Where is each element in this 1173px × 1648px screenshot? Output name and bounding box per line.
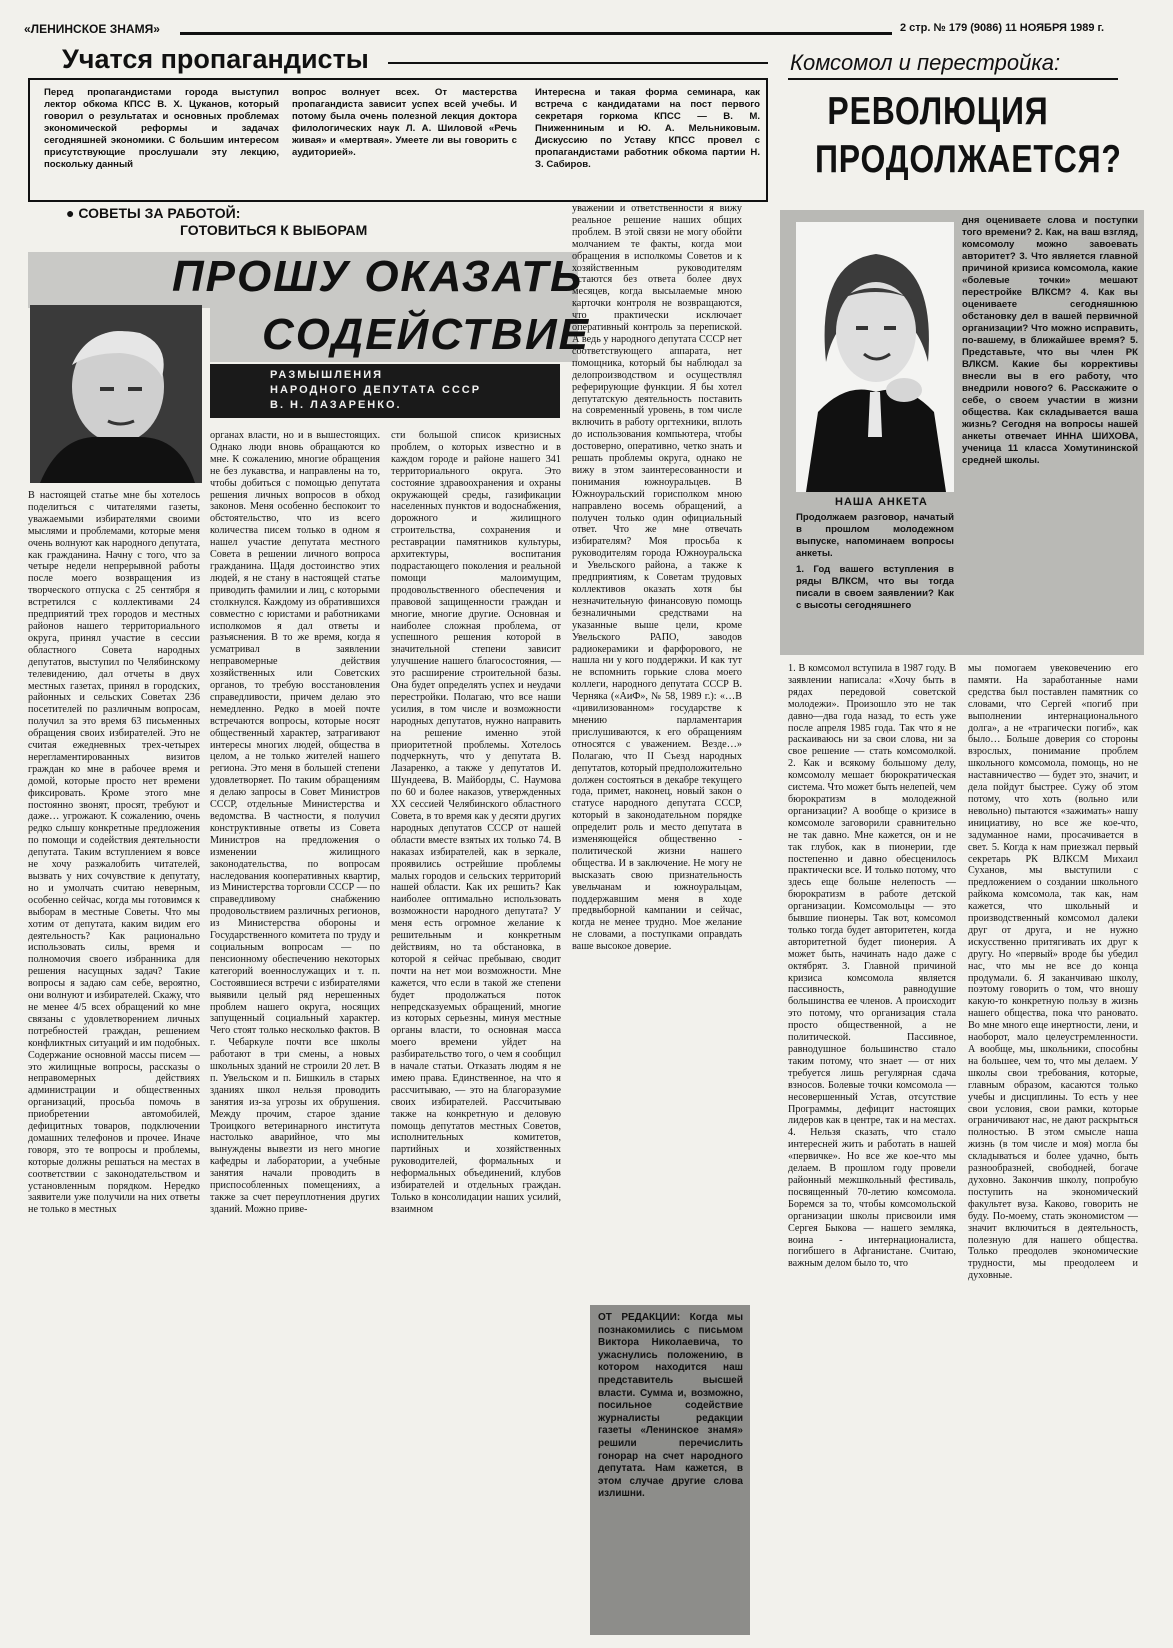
- deputy-rubric-line2: ГОТОВИТЬСЯ К ВЫБОРАМ: [180, 222, 368, 238]
- deputy-headline-line1: ПРОШУ ОКАЗАТЬ: [172, 252, 584, 301]
- komsomol-rubric: Комсомол и перестройка:: [790, 50, 1061, 75]
- deputy-subheading-2: НАРОДНОГО ДЕПУТАТА СССР: [270, 384, 482, 396]
- deputy-column-1: В настоящей статье мне бы хотелось поделиться с читателями газеты, уважаемыми избирателями своими мыслями и проблемами, которые меня очень волнуют как народного депутата, как гражданина. Начну с того, что за четыре недели непрерывной работы после моего возвращения из творческого отпуска с 25 сентября я встретился с коллективами 24 предприятий трех городов и местных районов нашего территориального округа, принял участие в сессии областного Совета народных депутатов, выступил по Челябинскому телевидению, дал отчеты в двух местных газетах, принял в городских, районных и сельских Советах 236 посетителей по различным вопросам, получил за это время 63 письменных обращения своих избирателей. Это не считая ежедневных трех-четырех нерегламентированных визитов граждан ко мне в рабочее время и домой, которые просто нет времени фиксировать. Кроме этого мне постоянно звонят, просят, требуют и даже… угрожают. К сожалению, очень редко слышу конкретные предложения по помощи и содействия деятельности депутата. Таким вступлением я вовсе не хочу разжалобить читателей, вызвать у них сочувствие к депутату, но и умолчать считаю неверным, особенно сейчас, когда мы готовимся к выборам в местные Советы. Что мы хотим от депутата, каким видим его деятельность? Как рационально использовать силы, время и полномочия своего избранника для решения насущных задач? Такие вопросы я задаю сам себе, вероятно, они волнуют и избирателей. Скажу, что не менее 4/5 всех обращений ко мне связаны с удовлетворением личных потребностей граждан, решением конфликтных ситуаций и им подобных. Содержание основной массы писем — это жилищные вопросы, рассказы о неправомерных действиях администрации и общественных организаций, просьба помочь в приобретении автомобилей, дефицитных товаров, подключении домашних телефонов и прочее. Иначе говоря, это те вопросы и проблемы, которые должны решаться на местах в соответствии с законодательством и установленным порядком. Нередко заявители уже получили на них ответы не только в местных: [28, 490, 200, 1216]
- deputy-rubric-line1: ● СОВЕТЫ ЗА РАБОТОЙ:: [66, 205, 241, 221]
- deputy-headline-line2: СОДЕЙСТВИЕ: [262, 310, 590, 359]
- deputy-column-4: уважении и ответственности я вижу реальное решение наших общих проблем. В этой связи не могу обойти молчанием те факты, когда мои обращения в исполкомы Советов и к хозяйственным руководителям остаются без ответа более двух месяцев, когда высылаемые мною карточки контроля не возвращаются, что практически исключает оперативный контроль за перепиской. А ведь у народного депутата СССР нет соответствующего аппарата, нет помощника, который бы наблюдал за делопроизводством и осуществлял реферирующие функции. Я бы хотел депутатскую деятельность поставить на современный уровень, в том числе включить в работу оргтехники, вплоть до использования компьютера, чтобы достоверно, оперативно, четко знать и решать проблемы округа, однако не вижу в этом заинтересованности и понимания южноуральцев. В Южноуральский горисполком мною направлено восемь обращений, а получен только один официальный ответ. Что же мне отвечать избирателям? Моя просьба к руководителям города Южноуральска и Увельского района, а также к предприятиям, к Советам трудовых коллективов оказать хотя бы незначительную финансовую помощь безналичными средствами на указанные выше цели, кроме Увельского РАПО, заводов радиокерамики и фарфорового, не нашла ни у кого поддержки. И как тут не вспомнить горькие слова моего коллеги, народного депутата СССР В. Черняка («АиФ», № 58, 1989 г.): «…В «цивилизованном» государстве к мнению парламентария прислушиваются, к его обращениям относятся с уважением. Везде…» Полагаю, что II Съезд народных депутатов, который предположительно должен состояться в декабре текущего года, примет, наконец, новый закон о статусе народного депутата СССР, который в законодательном порядке определит роль и место депутата в изменяющейся общественно - политической жизни нашего общества. И в заключение. Не могу не высказать свою признательность увельчанам и южноуральцам, поддержавшим меня в ходе предвыборной кампании и сейчас, когда не менее трудно. Мое желание не словами, а поступками оправдать ваше высокое доверие.: [572, 203, 742, 953]
- masthead-rule: [180, 32, 892, 35]
- propaganda-title-rule: [388, 62, 768, 64]
- propaganda-title: Учатся пропагандисты: [62, 44, 369, 74]
- survey-caption: НАША АНКЕТА: [835, 496, 928, 508]
- answer-column-left: 1. В комсомол вступила в 1987 году. В заявлении написала: «Хочу быть в рядах передовой советской молодежи». Произошло это не так давно—два года назад, то есть уже после апреля 1985 года. Так что я не раскаиваюсь ни за свои слова, ни за свое решение — стать комсомолкой. 2. Как и всякому большому делу, комсомолу мешает бюрократическая система. Что может быть нелепей, чем бюрократизм в молодежной организации? А вообще о кризисе в комсомоле заговорили сравнительно не так давно. Мне кажется, он и не так глубок, как в пионерии, где постепенно и давно обесценилось практически все. И только потому, что здесь еще больше нелепость — бюрократизм в работе детской организации. Комсомольцы — это бывшие пионеры. Так вот, комсомол только тогда будет авторитетен, когда авторитетной будет пионерия. А может быть, начинать надо даже с октябрят. 3. Главной причиной кризиса комсомола является пассивность, равнодушие большинства ее членов. А происходит это потому, что организация стала просто общественной, а не политической. Пассивное, равнодушное большинство стало таким потому, что знает — от них требуется лишь регулярная сдача взносов. Болевые точки комсомола — несовершенный Устав, отсутствие Программы, дефицит настоящих лидеров как в центре, так и на местах. 4. Нельзя сказать, что стало интересней жить и работать в нашей «первичке». Но все же кое-что мы делаем. В прошлом году провели районный межшкольный фестиваль, посвященный 70-летию комсомола. Боремся за то, чтобы комсомольской организации школы присвоили имя Сергея Быкова — нашего земляка, воина - интернационалиста, погибшего в Афганистане. Считаю, важным делом было то, что: [788, 663, 956, 1270]
- komsomol-rule: [788, 78, 1118, 80]
- survey-questions-right: дня оцениваете слова и поступки того времени? 2. Как, на ваш взгляд, комсомолу можно завоевать авторитет? 3. Что является главной причиной кризиса комсомола, какие «болевые точки» мешают перестройке ВЛКСМ? 4. Как вы оцениваете сегодняшнюю обстановку дел в вашей первичной организации? Что можно исправить, по-вашему, в ближайшее время? 5. Представьте, что вы член РК ВЛКСМ. Какие бы коррективы внесли вы в его работу, что внедрили нового? 6. Расскажите о себе, о своем участии в жизни общества. Как складывается ваша жизнь? Сегодня на вопросы нашей анкеты отвечает ИННА ШИХОВА, ученица 11 класса Хомутининской средней школы.: [962, 215, 1138, 466]
- deputy-column-2: органах власти, но и в вышестоящих. Однако люди вновь обращаются ко мне. К сожалению, многие обращения не без лукавства, и направлены на то, чтобы добиться с помощью депутата решения личных вопросов в обход законов. Меня особенно беспокоит то обстоятельство, что из всего количества писем только в одном я нашел участие депутата местного Совета в решении личного вопроса гражданина. Щадя достоинство этих людей, я не стану в настоящей статье приводить фамилии и лиц, с которыми столкнулся. Каждому из обратившихся совместно с юристами и работниками исполкомов я дал ответы и разъяснения. В то же время, когда я усматривал в заявлении неправомерные действия хозяйственных или Советских органов, то требую восстановления справедливости, причем делаю это немедленно. Редко в моей почте встречаются вопросы, которые носят общественный характер, затрагивают интересы многих людей, общества в целом, а не только жителей нашего региона. Это меня в большей степени удовлетворяет. По таким обращениям я делаю запросы в Совет Министров СССР, отдельные Министерства и ведомства. В частности, я получил конструктивные ответы из Совета Министров на предложения о изменении жилищного законодательства, по вопросам наследования кооперативных квартир, из Министерства торговли СССР — по справедливому снабжению продовольствием различных регионов, из Министерства обороны и Государственного комитета по труду и социальным вопросам — по пенсионному обеспечению некоторых категорий военнослужащих и т. п. Состоявшиеся встречи с избирателями выявили целый ряд нерешенных проблем нашего округа, носящих запущенный социальный характер. Чего стоят только несколько фактов. В г. Чебаркуле почти все школы работают в три смены, а новых школьных зданий не строили 20 лет. В п. Увельском и п. Бишкиль в старых зданиях школ нельзя проводить занятия из-за угрозы их обрушения. Между прочим, старое здание Троицкого ветеринарного института настолько аварийное, что мы вынуждены вывезти из него многие кафедры и лаборатории, а учебные занятия начали проводить в приспособленных помещениях, а также за счет переуплотнения других зданий. Можно приве-: [210, 430, 380, 1215]
- masthead-issue: 2 стр. № 179 (9086) 11 НОЯБРЯ 1989 г.: [900, 22, 1105, 34]
- editorial-note: ОТ РЕДАКЦИИ: Когда мы познакомились с письмом Виктора Николаевича, то ужаснулись положению, в котором находится наш представитель высшей власти. Сумма и, возможно, посильное содействие журналисты редакции газеты «Ленинское знамя» решили перечислить гонорар на счет народного депутата. Нам кажется, в этом случае другие слова излишни.: [598, 1312, 743, 1500]
- propaganda-col3: Интересна и такая форма семинара, как встреча с кандидатами на пост первого секретаря горкома КПСС — В. М. Пниженниным и Ю. А. Мельниковым. Дискуссию по Уставу КПСС провел с пропагандистами работник обкома партии Н. З. Сабиров.: [535, 87, 760, 170]
- deputy-column-3: сти большой список кризисных проблем, о которых известно и в каждом городе и районе нашего 341 территориального округа. Это состояние здравоохранения и охраны окружающей среды, газификации населенных пунктов и водоснабжения, дорожного и жилищного строительства, сохранения и реставрации памятников культуры, архитектуры, воспитания подрастающего поколения и реальной помощи малоимущим, продовольственного обеспечения и правовой защищенности граждан и многие, многие другие. Основная и наиболее сложная проблема, от успешного решения которой в значительной степени зависит улучшение нашего благосостояния, — это расширение строительной базы. Она будет определять успех и неудачи перестройки. Полагаю, что все наши усилия, в том числе и возможности народных депутатов, нужно направить на решение именно этой приоритетной проблемы. Хотелось подчеркнуть, что у депутата В. Лазаренко, а также у депутатов И. Шундеева, В. Майборды, С. Наумова по 60 и более наказов, утвержденных XX сессией Челябинского областного Совета, в то время как у десяти других народных депутатов СССР от нашей области вместе взятых их только 74. В наказах избирателей, как в зеркале, проявились острейшие проблемы малых городов и сельских территорий нашей области. Как их решить? Как наиболее оптимально использовать возможности народного депутата? У меня есть огромное желание к решительным и конкретным действиям, но та обстановка, в которой я сейчас пребываю, сводит почти на нет мои возможности. Мне кажется, что если в такой же степени будет продолжаться поток непредсказуемых обращений, многие из которых серьезны, минуя местные органы власти, то основная масса моего времени уйдет на разбирательство того, о чем я сообщил в начале статьи. Отказать людям я не имею права. Единственное, на что я рассчитываю, — это на благоразумие своих избирателей. Рассчитываю также на конкретную и деловую помощь депутатов местных Советов, исполнительных комитетов, партийных и хозяйственных руководителей, формальных и неформальных объединений, клубов избирателей и отдельных граждан. Только в консолидации наших усилий, взаимном: [391, 430, 561, 1215]
- deputy-photo: [30, 305, 202, 483]
- survey-question-1: 1. Год вашего вступления в ряды ВЛКСМ, что вы тогда писали в своем заявлении? Как с высоты сегодняшнего: [796, 564, 954, 611]
- answer-column-right: мы помогаем увековечению его памяти. На заработанные нами средства был поставлен памятник со словами, что Сергей «погиб при выполнении интернационального долга», а не «трагически погиб», как было… Больше доверия со стороны взрослых, понимание проблем школьного комсомола, помощь, но не наставничество — будет это, значит, и дела пойдут быстрее. Сужу об этом потому, что хоть (вольно или невольно) пытаются «зажимать» нашу инициативу, но все же кое-что, задуманное нами, просачивается в свет. 5. Когда к нам приезжал первый секретарь РК ВЛКСМ Михаил Суханов, мы выступили с предложением о создании школьного райкома комсомола, так как, нам кажется, что школьный и производственный комсомол далеки друг от друга, и не нужно искусственно притягивать их друг к другу. Но «первый» вроде бы убедил нас, что мы не все до конца продумали. 6. Я заканчиваю школу, поэтому говорить о том, что вношу какую-то конкретную пользу в жизнь нашего общества, пока что рановато. Во мне много еще инертности, лени, и наоборот, мало целеустремленности. А вообще, мы, школьники, способны на большее, чем то, что мы делаем. У школы свои требования, которые, главным образом, касаются только учебы и дисциплины. То есть у нее свои условия, свои рамки, которые ограничивают нас, не дают раскрыться полностью. В этом смысле наша жизнь (в том числе и моя) могла бы складываться и более удачно, быть разнообразней, свободней, богаче духовно. Закончив школу, попробую поступить на экономический факультет вуза. Каково, говорить не буду. По-моему, стать экономистом — значит включиться в деятельность, полезную для нашего общества. Только преодолев экономические трудности, мы преодолеем и духовные.: [968, 663, 1138, 1282]
- propaganda-col1: Перед пропагандистами города выступил лектор обкома КПСС В. Х. Цуканов, который говорил о результатах и основных проблемах экономической реформы и задачах сегодняшней экономики. С большим интересом присутствующие прослушали эту лекцию, поскольку данный: [44, 87, 279, 170]
- propaganda-col2: вопрос волнует всех. От мастерства пропагандиста зависит успех всей учебы. И потому была очень полезной лекция доктора филологических наук Л. А. Шиловой «Речь живая» и «мертвая». Умеете ли вы говорить с аудиторией».: [292, 87, 517, 158]
- girl-photo: [796, 222, 954, 492]
- masthead-paper: «ЛЕНИНСКОЕ ЗНАМЯ»: [24, 22, 160, 36]
- deputy-subheading-3: В. Н. ЛАЗАРЕНКО.: [270, 399, 402, 411]
- komsomol-headline: РЕВОЛЮЦИЯ ПРОДОЛЖАЕТСЯ?: [815, 90, 1122, 181]
- survey-intro: Продолжаем разговор, начатый в прошлом молодежном выпуске, напоминаем вопросы анкеты.: [796, 512, 954, 559]
- deputy-subheading-1: РАЗМЫШЛЕНИЯ: [270, 369, 384, 381]
